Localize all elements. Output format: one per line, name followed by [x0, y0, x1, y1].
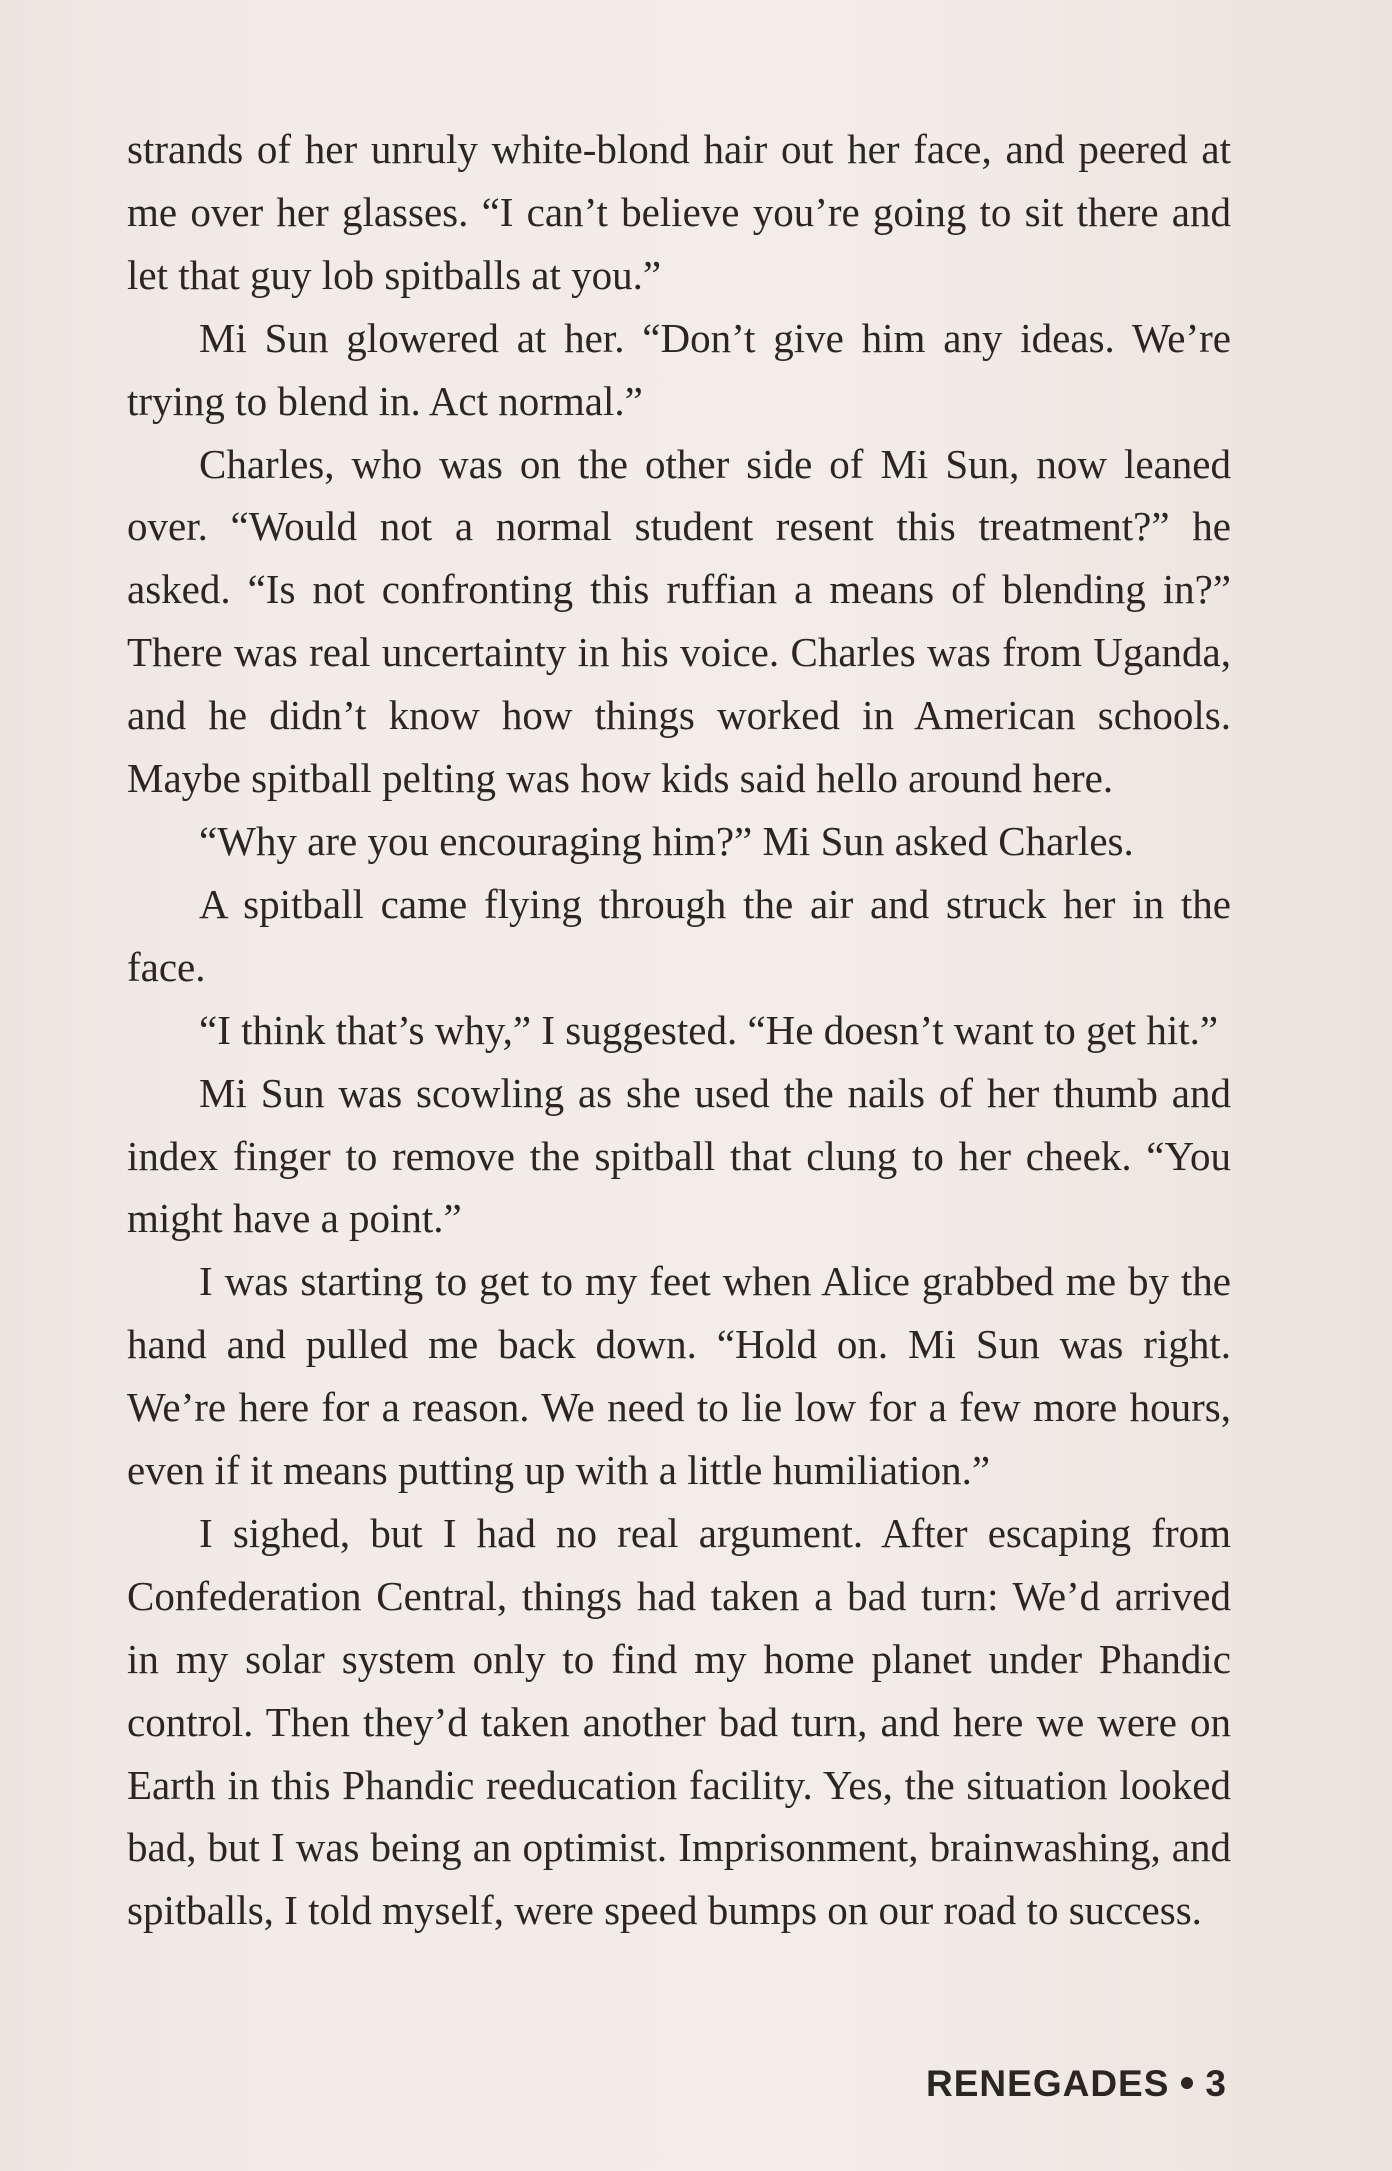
running-footer — [926, 2063, 1227, 2105]
body-text — [127, 118, 1231, 1942]
bullet-separator — [1181, 2077, 1193, 2089]
paragraph: A spitball came flying through the air and struck her in the face. — [127, 880, 1231, 990]
paragraph: Mi Sun was scowling as she used the nails of her thumb and index finger to remove the spitball that clung to her cheek. “You might have a point.” — [127, 1069, 1231, 1242]
paragraph: Mi Sun glowered at her. “Don’t give him any ideas. We’re trying to blend in. Act normal.” — [127, 314, 1231, 424]
paragraph: “Why are you encouraging him?” Mi Sun asked Charles. — [199, 817, 1134, 864]
paragraph: I sighed, but I had no real argument. After escaping from Confederation Central, things had taken a bad turn: We’d arrived in my solar system only to find my home planet under Phandic control. Then they’d taken another bad turn, and here we were on Earth in this Phandic reeducation facility. Yes, the situation looked bad, but I was being an optimist. Imprisonment, brainwashing, and spitballs, I told myself, were speed bumps on our road to success. — [127, 1509, 1231, 1934]
paragraph: strands of her unruly white-blond hair out her face, and peered at me over her glasses. “I can’t believe you’re going to sit there and let that guy lob spitballs at you.” — [127, 126, 1231, 298]
paragraph: I was starting to get to my feet when Alice grabbed me by the hand and pulled me back down. “Hold on. Mi Sun was right. We’re here for a reason. We need to lie low for a few more hours, even if it means putting up with a little humiliation.” — [127, 1258, 1231, 1494]
paragraph: Charles, who was on the other side of Mi Sun, now leaned over. “Would not a normal student resent this treatment?” he asked. “Is not confronting this ruffian a means of blending in?” There was real uncertainty in his voice. Charles was from Uganda, and he didn’t know how things worked in American schools. Maybe spitball pelting was how kids said hello around here. — [127, 440, 1231, 802]
paragraph: “I think that’s why,” I suggested. “He doesn’t want to get hit.” — [199, 1006, 1219, 1053]
book-title: RENEGADES — [926, 2063, 1170, 2104]
page-number: 3 — [1205, 2063, 1227, 2104]
